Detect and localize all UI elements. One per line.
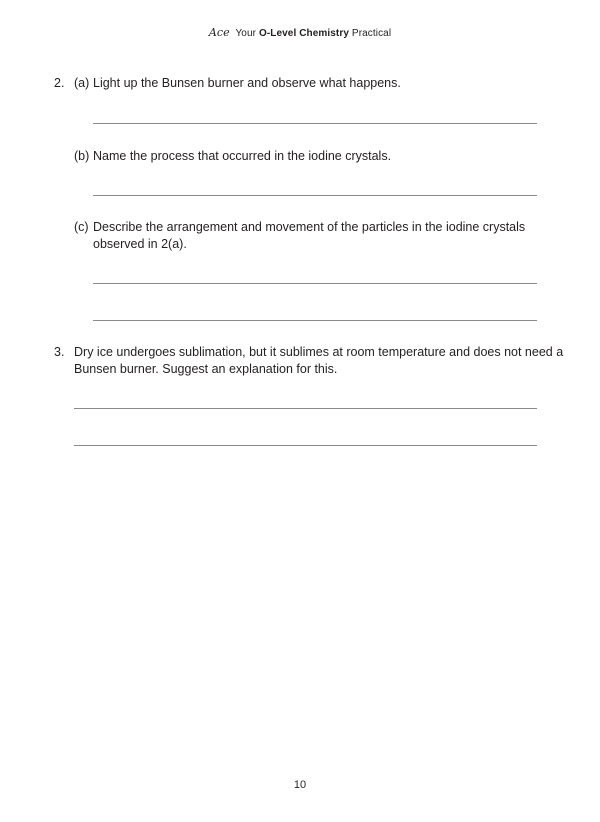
answer-line-2a[interactable] (93, 123, 537, 124)
question-2b-label: (b) (74, 149, 90, 163)
question-3-text-line-1: Dry ice undergoes sublimation, but it sublimes at room temperature and does not need a (74, 345, 564, 359)
question-3-number: 3. (54, 345, 65, 359)
running-header (0, 26, 600, 39)
question-2-number: 2. (54, 76, 65, 90)
header-your: Your (235, 28, 257, 39)
answer-line-2c-1[interactable] (93, 283, 537, 284)
answer-line-3-2[interactable] (74, 445, 537, 446)
answer-line-3-1[interactable] (74, 408, 537, 409)
question-3-text-line-2: Bunsen burner. Suggest an explanation for this. (74, 362, 338, 376)
answer-line-2b[interactable] (93, 195, 537, 196)
header-ace: Ace (208, 26, 230, 39)
question-2b-text: Name the process that occurred in the iodine crystals. (93, 149, 392, 163)
question-2c-label: (c) (74, 220, 89, 234)
question-2a-text: Light up the Bunsen burner and observe what happens. (93, 76, 401, 90)
question-3-text (74, 344, 563, 378)
question-2a-label: (a) (74, 76, 90, 90)
header-practical: Practical (351, 28, 392, 39)
question-2c-text-line-1: Describe the arrangement and movement of the particles in the iodine crystals (93, 220, 526, 234)
question-2c-text (93, 219, 525, 253)
header-olevel-chemistry: O-Level Chemistry (258, 28, 350, 39)
question-2c-text-line-2: observed in 2(a). (93, 237, 187, 251)
page-number: 10 (293, 779, 307, 791)
answer-line-2c-2[interactable] (93, 320, 537, 321)
